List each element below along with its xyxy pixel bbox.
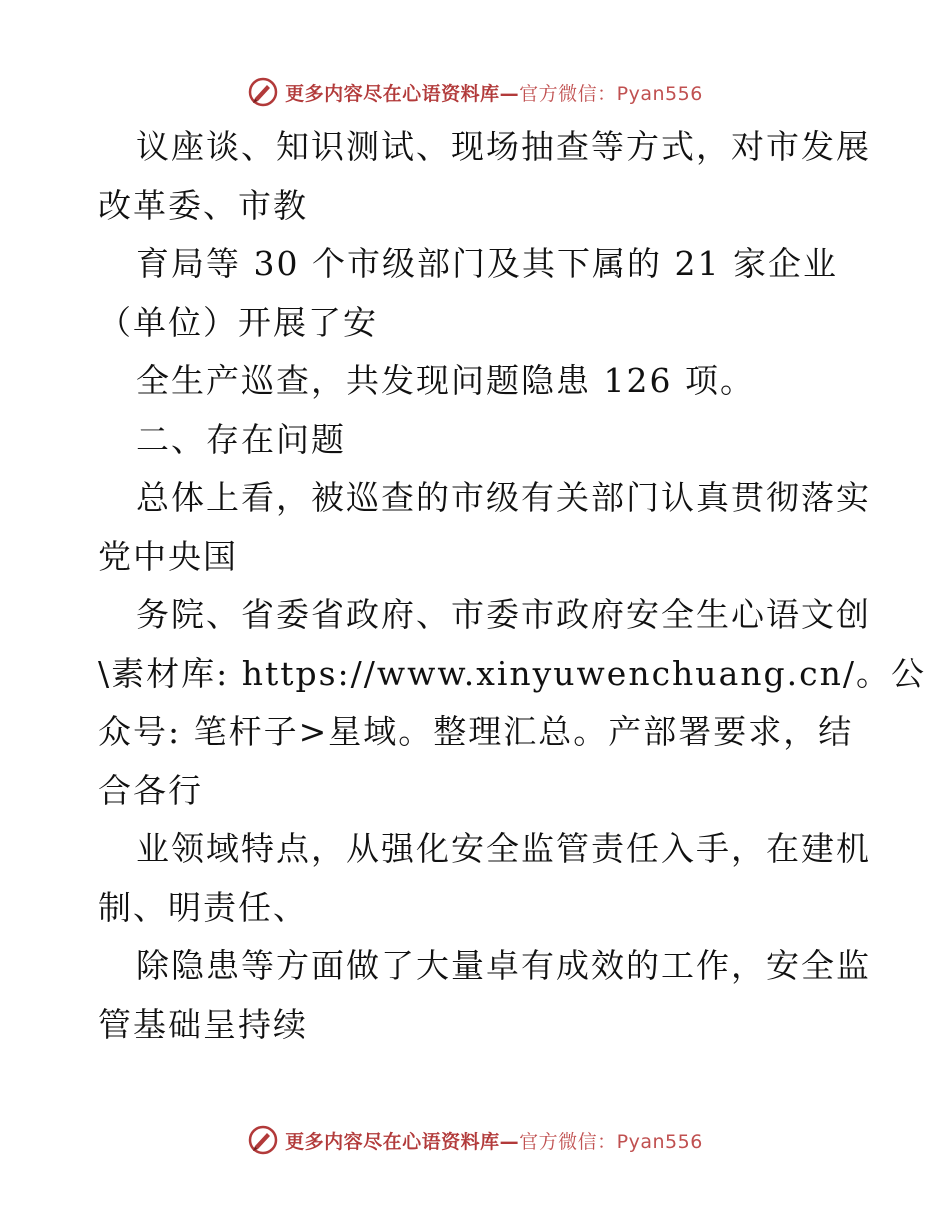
document-body [98, 118, 926, 1054]
header-banner [0, 72, 950, 112]
text-line: 众号: 笔杆子>星域。整理汇总。产部署要求，结 [98, 712, 854, 751]
text-line: 合各行 [98, 770, 203, 810]
footer-banner [0, 1120, 950, 1160]
pen-logo-icon [247, 76, 279, 108]
text-line: 制、明责任、 [98, 887, 308, 927]
text-line: 除隐患等方面做了大量卓有成效的工作，安全监 [136, 946, 871, 985]
text-line: 管基础呈持续 [98, 1004, 308, 1044]
text-line: 育局等 30 个市级部门及其下属的 21 家企业 [136, 244, 838, 283]
text-line: 二、存在问题 [136, 419, 346, 459]
text-line: 议座谈、知识测试、现场抽查等方式，对市发展 [136, 127, 871, 166]
header-wechat-text: 官方微信：Pyan556 [519, 82, 703, 105]
text-line: 全生产巡查，共发现问题隐患 126 项。 [136, 361, 755, 400]
text-line: 务院、省委省政府、市委市政府安全生心语文创 [136, 595, 871, 634]
text-line: 党中央国 [98, 536, 238, 576]
header-banner-text [285, 79, 703, 106]
text-line: 改革委、市教 [98, 185, 308, 225]
text-line: 业领域特点，从强化安全监管责任入手，在建机 [136, 829, 871, 868]
footer-site-text: 更多内容尽在心语资料库— [285, 1130, 520, 1153]
text-line: （单位）开展了安 [98, 302, 378, 342]
footer-banner-inner [247, 1124, 703, 1156]
header-banner-inner [247, 76, 703, 108]
header-site-text: 更多内容尽在心语资料库— [285, 82, 520, 105]
footer-wechat-text: 官方微信：Pyan556 [519, 1130, 703, 1153]
footer-banner-text [285, 1127, 703, 1154]
text-line: \素材库: https://www.xinyuwenchuang.cn/。公 [98, 653, 926, 693]
pen-logo-icon [247, 1124, 279, 1156]
text-line: 总体上看，被巡查的市级有关部门认真贯彻落实 [136, 478, 871, 517]
